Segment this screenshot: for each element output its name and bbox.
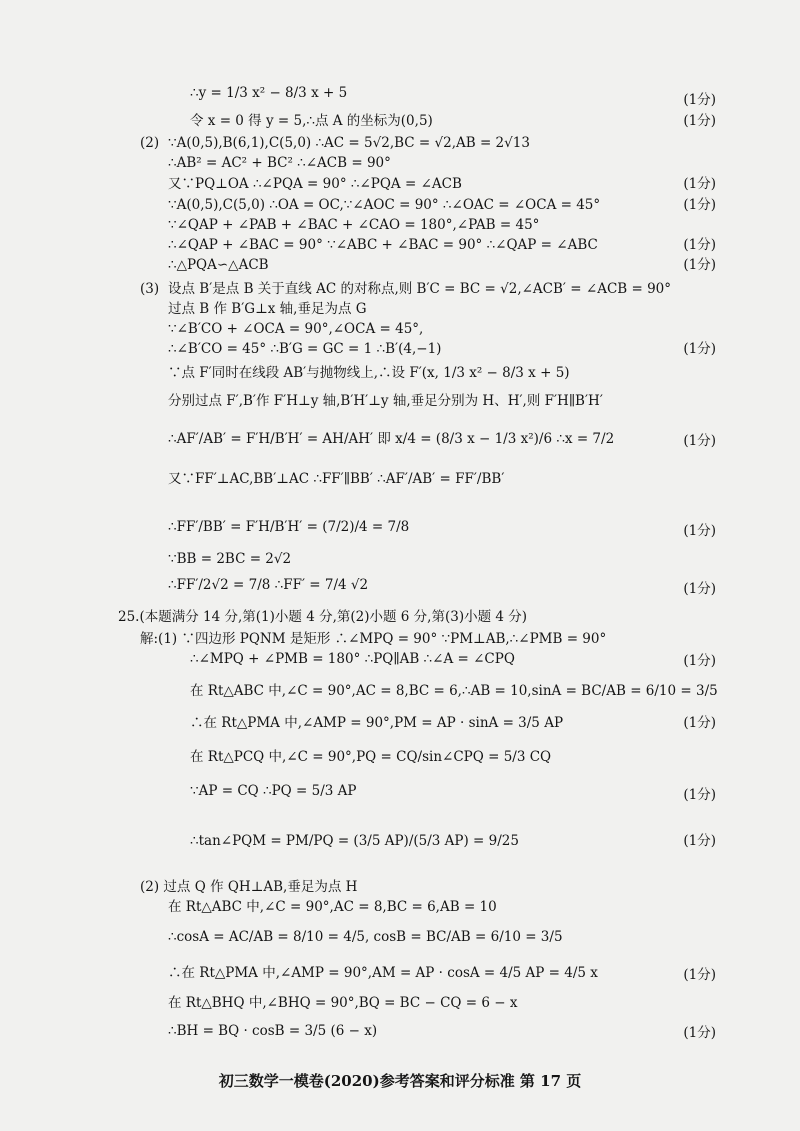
solution-line: ∴∠QAP + ∠BAC = 90° ∵∠ABC + ∠BAC = 90° ∴∠QAP = ∠ABC — [168, 237, 598, 253]
solution-line — [190, 84, 347, 102]
solution-line: 过点 B 作 B′G⊥x 轴,垂足为点 G — [168, 301, 367, 317]
solution-line: ∵∠B′CO + ∠OCA = 90°,∠OCA = 45°, — [168, 321, 424, 337]
solution-line: ∴cosA = AC/AB = 8/10 = 4/5, cosB = BC/AB = 6/10 = 3/5 — [168, 929, 563, 945]
solution-line: ∴BH = BQ · cosB = 3/5 (6 − x) — [168, 1023, 378, 1039]
solution-line: 在 Rt△ABC 中,∠C = 90°,AC = 8,BC = 6,∴AB = 10,sinA = BC/AB = 6/10 = 3/5 — [190, 683, 718, 699]
score-label: (1分) — [683, 197, 716, 213]
score-label: (1分) — [683, 257, 716, 273]
score-label: (1分) — [683, 653, 716, 669]
solution-line: 在 Rt△PCQ 中,∠C = 90°,PQ = CQ/sin∠CPQ = 5/3 CQ — [190, 749, 552, 765]
solution-line: 又∵PQ⊥OA ∴∠PQA = 90° ∴∠PQA = ∠ACB — [168, 176, 462, 192]
solution-line: ∴AF′/AB′ = F′H/B′H′ = AH/AH′ 即 x/4 = (8/3 x − 1/3 x²)/6 ∴x = 7/2 — [168, 431, 615, 447]
solution-line: ∵BB = 2BC = 2√2 — [168, 551, 292, 567]
solution-line: 在 Rt△BHQ 中,∠BHQ = 90°,BQ = BC − CQ = 6 − x — [168, 995, 518, 1011]
solution-line: ∴∠B′CO = 45° ∴B′G = GC = 1 ∴B′(4,−1) — [168, 341, 442, 357]
score-label: (1分) — [683, 833, 716, 849]
solution-line: 分别过点 F′,B′作 F′H⊥y 轴,B′H′⊥y 轴,垂足分别为 H、H′,则 F′H∥B′H′ — [168, 393, 603, 409]
score-label: (1分) — [683, 787, 716, 803]
solution-line: 解:(1) ∵四边形 PQNM 是矩形 ∴∠MPQ = 90° ∵PM⊥AB,∴∠PMB = 90° — [140, 631, 607, 647]
solution-line: 设点 B′是点 B 关于直线 AC 的对称点,则 B′C = BC = √2,∠ACB′ = ∠ACB = 90° — [168, 281, 672, 297]
solution-line: ∵点 F′同时在线段 AB′与抛物线上,∴设 F′(x, 1/3 x² − 8/3 x + 5) — [168, 365, 570, 381]
score-label: (1分) — [683, 715, 716, 731]
solution-line: (2) 过点 Q 作 QH⊥AB,垂足为点 H — [140, 879, 358, 895]
part-label: (3) — [140, 281, 160, 297]
solution-line: ∴△PQA∽△ACB — [168, 257, 269, 273]
solution-line: ∴FF′/BB′ = F′H/B′H′ = (7/2)/4 = 7/8 — [168, 519, 410, 535]
score-label: (1分) — [683, 581, 716, 597]
solution-line: ∴在 Rt△PMA 中,∠AMP = 90°,AM = AP · cosA = 4/5 AP = 4/5 x — [168, 965, 598, 981]
score-label: (1分) — [683, 237, 716, 253]
score-label: (1分) — [683, 967, 716, 983]
score-label: (1分) — [683, 1025, 716, 1041]
score-label: (1分) — [683, 92, 716, 108]
score-label: (1分) — [683, 433, 716, 449]
solution-line: ∴AB² = AC² + BC² ∴∠ACB = 90° — [168, 155, 391, 171]
solution-line: ∵∠QAP + ∠PAB + ∠BAC + ∠CAO = 180°,∠PAB = 45° — [168, 217, 540, 233]
solution-line: ∵A(0,5),C(5,0) ∴OA = OC,∵∠AOC = 90° ∴∠OAC = ∠OCA = 45° — [168, 197, 601, 213]
solution-line: ∵A(0,5),B(6,1),C(5,0) ∴AC = 5√2,BC = √2,AB = 2√13 — [168, 135, 530, 151]
solution-line: 令 x = 0 得 y = 5,∴点 A 的坐标为(0,5) — [190, 113, 433, 129]
solution-line: 又∵FF′⊥AC,BB′⊥AC ∴FF′∥BB′ ∴AF′/AB′ = FF′/BB′ — [168, 471, 505, 487]
solution-line: 在 Rt△ABC 中,∠C = 90°,AC = 8,BC = 6,AB = 10 — [168, 899, 497, 915]
score-label: (1分) — [683, 113, 716, 129]
solution-line: ∴∠MPQ + ∠PMB = 180° ∴PQ∥AB ∴∠A = ∠CPQ — [190, 651, 515, 667]
score-label: (1分) — [683, 523, 716, 539]
solution-line: ∵AP = CQ ∴PQ = 5/3 AP — [190, 783, 357, 799]
line-text: ∴y = 1/3 x² − 8/3 x + 5 — [190, 85, 348, 101]
solution-line: ∴在 Rt△PMA 中,∠AMP = 90°,PM = AP · sinA = 3/5 AP — [190, 715, 564, 731]
score-label: (1分) — [683, 341, 716, 357]
page-footer: 初三数学一模卷(2020)参考答案和评分标准 第 17 页 — [218, 1072, 582, 1090]
score-label: (1分) — [683, 176, 716, 192]
solution-line: ∴FF′/2√2 = 7/8 ∴FF′ = 7/4 √2 — [168, 577, 369, 593]
solution-line: ∴tan∠PQM = PM/PQ = (3/5 AP)/(5/3 AP) = 9/25 — [190, 833, 519, 849]
part-label: (2) — [140, 135, 160, 151]
question-heading: 25.(本题满分 14 分,第(1)小题 4 分,第(2)小题 6 分,第(3)小题 4 分) — [118, 609, 528, 625]
